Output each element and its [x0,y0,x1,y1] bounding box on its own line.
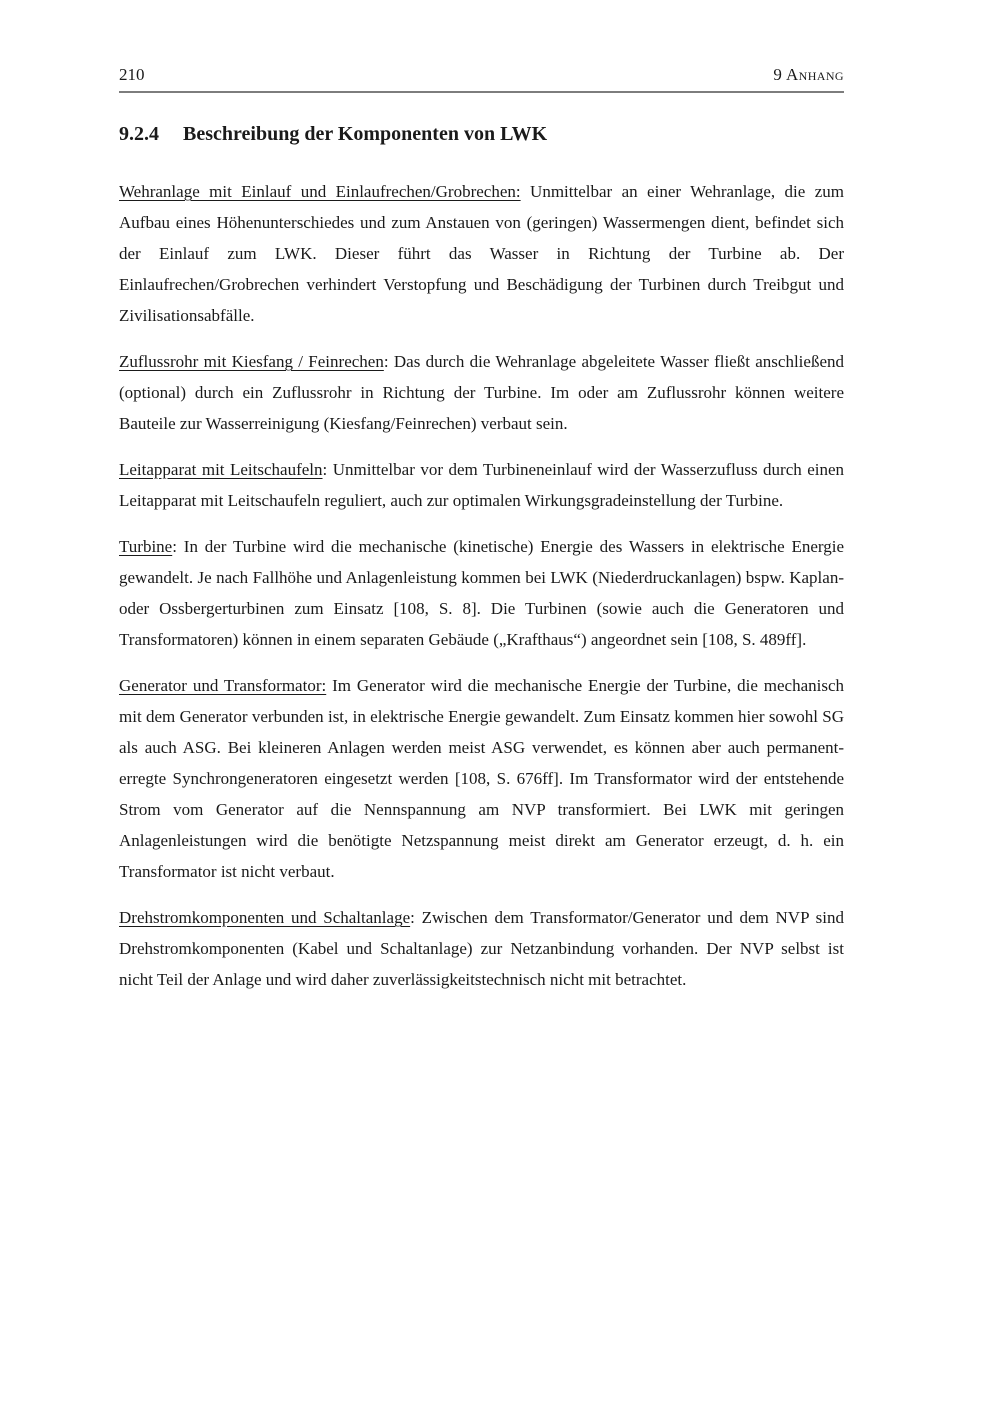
paragraph-body: Unmittelbar vor dem Turbineneinlauf wird der Wasserzufluss durch einen Leitapparat mit Leitschaufeln reguliert, auch zur optimalen Wirkungsgradeinstellung der Turbine. [119,460,845,510]
page-number: 210 [119,65,145,84]
paragraph [119,531,844,655]
paragraph-body: Das durch die Wehranlage abgeleitete Wasser fließt anschließend (optional) durch ein Zuflussrohr in Richtung der Turbine. Im oder am Zuflussrohr können weitere Bauteile zur Wasserreinigung (Kiesfang/Feinrechen) verbaut sein. [119,352,844,433]
section-number: 9.2.4 [119,123,159,145]
paragraph-body: Zwischen dem Transformator/Generator und dem NVP sind Drehstromkomponenten (Kabel und Schaltanlage) zur Netzanbindung vorhanden. Der NVP selbst ist nicht Teil der Anlage und wird daher zuverlässigkeitstechnisch nicht mit betrachtet. [119,908,844,989]
paragraph [119,454,844,516]
paragraph-term: Zuflussrohr mit Kiesfang / Feinrechen [119,352,384,371]
running-header-title: 9 Anhang [773,65,844,84]
paragraph-term: Wehranlage mit Einlauf und Einlaufrechen/Grobrechen: [119,182,521,201]
paragraph [119,176,844,331]
paragraph-term: Generator und Transformator: [119,676,327,695]
paragraph-term: Leitapparat mit Leitschaufeln [119,460,323,479]
paragraph-term: Drehstromkomponenten und Schaltanlage [119,908,411,927]
paragraph [119,902,844,995]
paragraph-separator: : [383,352,389,371]
paragraph-term: Turbine [119,537,173,556]
paragraph-body: In der Turbine wird die mechanische (kinetische) Energie des Wassers in elektrische Energie gewandelt. Je nach Fallhöhe und Anlagenleistung kommen bei LWK (Niederdruckanlagen) bspw. Kaplan- oder Ossbergerturbinen zum Einsatz [108, S. 8]. Die Turbinen (sowie auch die Generatoren und Transformatoren) können in einem separaten Gebäude („Krafthaus“) angeordnet sein [108, S. 489ff]. [119,537,844,649]
paragraph-body: Unmittelbar an einer Wehranlage, die zum Aufbau eines Höhenunterschiedes und zum Anstauen von (geringen) Wassermengen dient, befindet sich der Einlauf zum LWK. Dieser führt das Wasser in Richtung der Turbine ab. Der Einlaufrechen/Grobrechen verhindert Verstopfung und Beschädigung der Turbinen durch Treibgut und Zivilisationsabfälle. [119,182,844,325]
paragraph-separator: : [322,460,328,479]
paragraph-body: Im Generator wird die mechanische Energie der Turbine, die mechanisch mit dem Generator verbunden ist, in elektrische Energie gewandelt. Zum Einsatz kommen hier sowohl SG als auch ASG. Bei kleineren Anlagen werden meist ASG verwendet, es können aber auch permanent-erregte Synchrongeneratoren eingesetzt werden [108, S. 676ff]. Im Transformator wird der entstehende Strom vom Generator auf die Nennspannung am NVP transformiert. Bei LWK mit geringen Anlagenleistungen wird die benötigte Netzspannung meist direkt am Generator erzeugt, d. h. ein Transformator ist nicht verbaut. [119,676,844,881]
paragraph [119,670,844,887]
page-header [119,64,844,93]
section-heading [119,121,844,147]
paragraph-separator: : [172,537,177,556]
paragraph-separator: : [410,908,415,927]
section-title: Beschreibung der Komponenten von LWK [183,123,548,145]
paragraph [119,346,844,439]
page-body [119,176,844,995]
